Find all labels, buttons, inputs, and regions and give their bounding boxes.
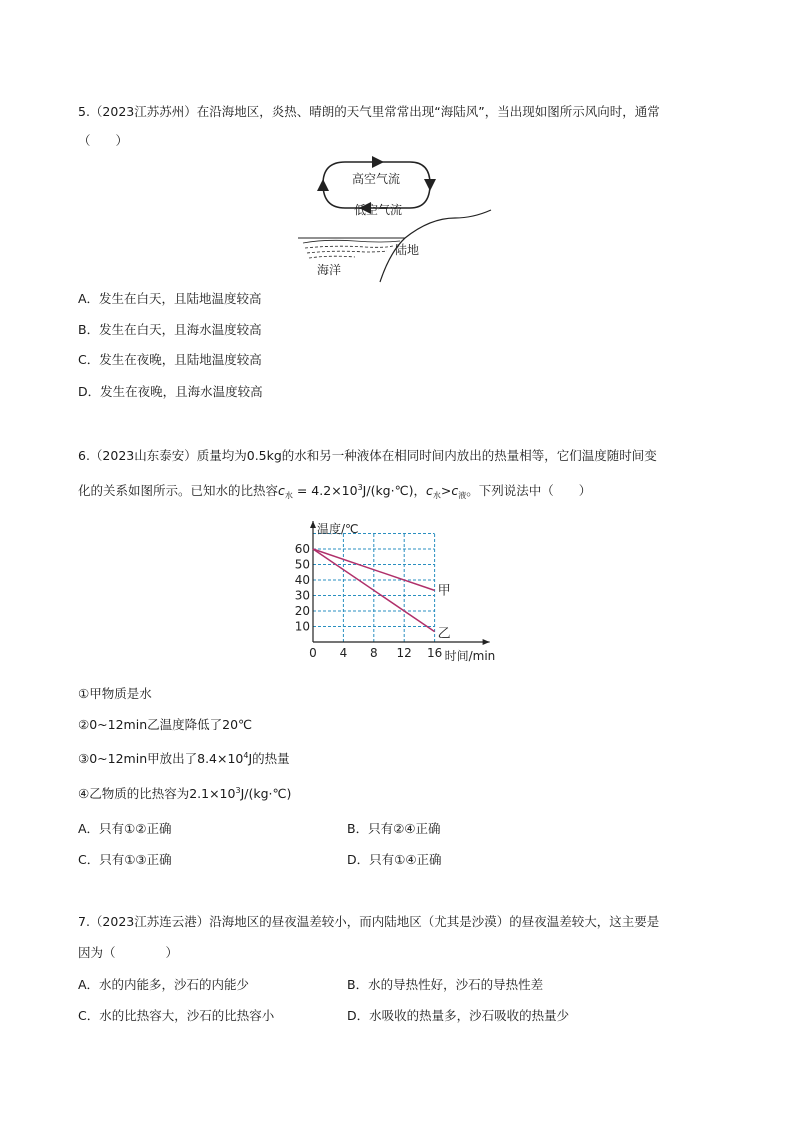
x-tick-label: 8 <box>369 646 378 660</box>
y-tick-label: 40 <box>294 573 310 587</box>
q5-option-b: B．发生在白天，且海水温度较高 <box>78 322 262 337</box>
x-tick-label: 0 <box>309 646 317 660</box>
q6-option-d: D．只有①④正确 <box>347 852 442 867</box>
lower-flow-label: 低空气流 <box>354 203 403 217</box>
q7-stem-line2: 因为（ ） <box>78 945 179 960</box>
q6-statement-2: ②0~12min乙温度降低了20℃ <box>78 717 253 732</box>
q6-option-c: C．只有①③正确 <box>78 852 172 867</box>
x-tick-label: 12 <box>396 646 412 660</box>
y-tick-label: 50 <box>294 557 310 572</box>
land-label: 陆地 <box>395 243 420 257</box>
q6-statement-1: ①甲物质是水 <box>78 686 152 701</box>
y-tick-label: 30 <box>294 588 310 603</box>
q7-option-d: D．水吸收的热量多，沙石吸收的热量少 <box>347 1008 570 1023</box>
y-axis-arrow <box>310 521 316 528</box>
q5-stem-line1: 5.（2023江苏苏州）在沿海地区，炎热、晴朗的天气里常常出现“海陆风”，当出现如图所示风向时，通常 <box>78 104 660 119</box>
q6-statement-4: ④乙物质的比热容为$2.1\times 10^3J/(kg\cdot℃)$ <box>78 786 292 801</box>
ocean-label: 海洋 <box>317 263 342 277</box>
series-label-1: 乙 <box>437 626 451 642</box>
q5-option-d: D．发生在夜晚，且海水温度较高 <box>78 384 263 399</box>
q7-stem-line1: 7.（2023江苏连云港）沿海地区的昼夜温差较小，而内陆地区（尤其是沙漠）的昼夜温差较大，这主要是 <box>78 914 660 929</box>
q5-option-a: A．发生在白天，且陆地温度较高 <box>78 291 262 306</box>
temperature-time-chart <box>285 515 515 665</box>
y-axis-title: 温度/℃ <box>317 522 359 536</box>
q7-option-b: B．水的导热性好，沙石的导热性差 <box>347 977 544 992</box>
x-axis-arrow <box>483 639 490 645</box>
y-tick-label: 10 <box>294 619 310 634</box>
x-tick-label: 4 <box>339 646 348 660</box>
q6-option-a: A．只有①②正确 <box>78 821 172 836</box>
x-tick-label: 16 <box>426 646 443 660</box>
y-tick-label: 20 <box>294 604 310 618</box>
q5-option-c: C．发生在夜晚，且陆地温度较高 <box>78 352 262 367</box>
series-label-0: 甲 <box>437 583 451 599</box>
y-tick-label: 60 <box>294 542 310 556</box>
q7-option-a: A．水的内能多，沙石的内能少 <box>78 977 250 992</box>
q6-statement-3: ③0~12min甲放出了$8.4\times 10^4J$的热量 <box>78 751 290 766</box>
q6-stem-line1: 6.（2023山东泰安）质量均为0.5kg的水和另一种液体在相同时间内放出的热量相等，它们温度随时间变 <box>78 448 657 463</box>
sea-land-breeze-diagram <box>295 156 515 286</box>
q5-stem-line2: （ ） <box>78 133 129 148</box>
upper-flow-label: 高空气流 <box>352 172 401 186</box>
q6-stem-line2: 化的关系如图所示。已知水的比热容$c_水$ = $4.2\times 10^3J/(kg\cdot℃)$，$c_水>c_液$。下列说法中（ ） <box>78 483 592 500</box>
q6-option-b: B．只有②④正确 <box>347 821 441 836</box>
q7-option-c: C．水的比热容大，沙石的比热容小 <box>78 1008 275 1023</box>
x-axis-title: 时间/min <box>444 649 496 663</box>
